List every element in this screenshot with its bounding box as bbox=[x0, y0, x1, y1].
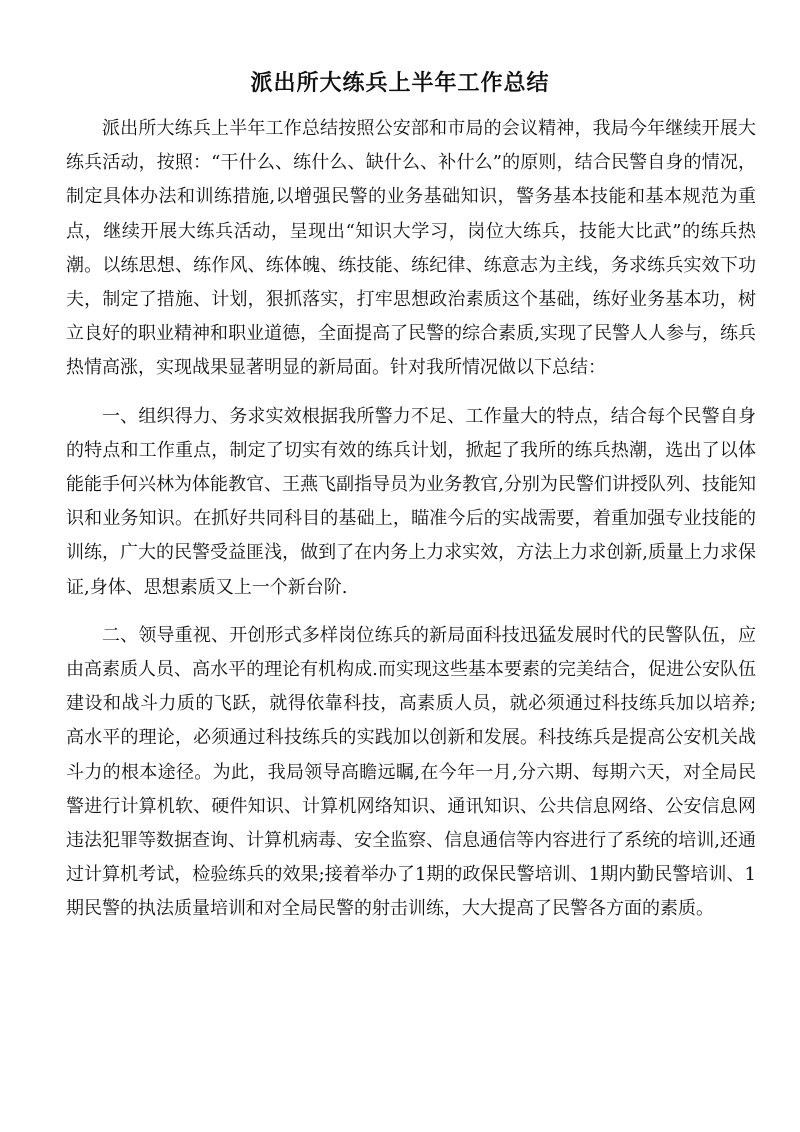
document-title: 派出所大练兵上半年工作总结 bbox=[250, 71, 550, 96]
paragraph-section-2: 二、领导重视、开创形式多样岗位练兵的新局面科技迅猛发展时代的民警队伍，应由高素质人员、高水平的理论有机构成.而实现这些基本要素的完美结合，促进公安队伍建设和战斗力质的飞跃，就得依靠科技，高素质人员，就必须通过科技练兵加以培养;高水平的理论，必须通过科技练兵的实践加以创新和发展。科技练兵是提高公安机关战斗力的根本途径。为此，我局领导高瞻远瞩,在今年一月,分六期、每期六天，对全局民警进行计算机软、硬件知识、计算机网络知识、通讯知识、公共信息网络、公安信息网违法犯罪等数据查询、计算机病毒、安全监察、信息通信等内容进行了系统的培训,还通过计算机考试，检验练兵的效果;接着举办了1期的政保民警培训、1期内勤民警培训、1期民警的执法质量培训和对全局民警的射击训练，大大提高了民警各方面的素质。 bbox=[66, 624, 756, 920]
document-body bbox=[66, 112, 756, 941]
paragraph-intro: 派出所大练兵上半年工作总结按照公安部和市局的会议精神，我局今年继续开展大练兵活动，按照：“干什么、练什么、缺什么、补什么”的原则，结合民警自身的情况，制定具体办法和训练措施,以增强民警的业务基础知识，警务基本技能和基本规范为重点，继续开展大练兵活动，呈现出“知识大学习，岗位大练兵，技能大比武”的练兵热潮。以练思想、练作风、练体魄、练技能、练纪律、练意志为主线，务求练兵实效下功夫，制定了措施、计划，狠抓落实，打牢思想政治素质这个基础，练好业务基本功，树立良好的职业精神和职业道德，全面提高了民警的综合素质,实现了民警人人参与，练兵热情高涨，实现战果显著明显的新局面。针对我所情况做以下总结： bbox=[66, 118, 756, 379]
paragraph-section-1: 一、组织得力、务求实效根据我所警力不足、工作量大的特点，结合每个民警自身的特点和工作重点，制定了切实有效的练兵计划，掀起了我所的练兵热潮，选出了以体能能手何兴林为体能教官、王燕飞副指导员为业务教官,分别为民警们讲授队列、技能知识和业务知识。在抓好共同科目的基础上，瞄准今后的实战需要，着重加强专业技能的训练，广大的民警受益匪浅，做到了在内务上力求实效，方法上力求创新,质量上力求保证,身体、思想素质又上一个新台阶. bbox=[66, 405, 756, 598]
